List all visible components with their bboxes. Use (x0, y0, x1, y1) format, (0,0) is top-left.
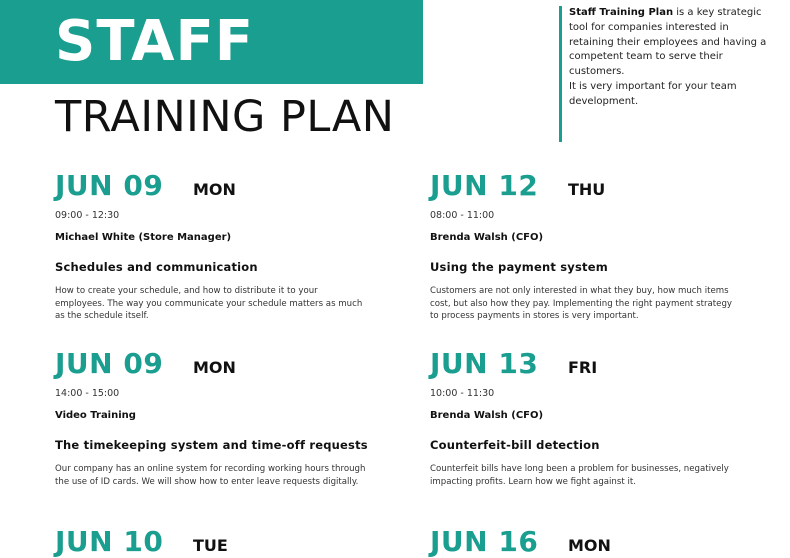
session-date-row (55, 347, 375, 384)
session-time: 09:00 - 12:30 (55, 210, 120, 221)
session-day: FRI (568, 358, 598, 377)
session-card (55, 525, 375, 558)
session-date-row (55, 169, 375, 206)
session-topic: Counterfeit-bill detection (430, 438, 600, 452)
session-description: Our company has an online system for recording working hours through the use of ID cards. We will show how to enter leave requests digitally. (55, 464, 366, 487)
session-date: JUN 13 (430, 347, 539, 380)
session-description: Customers are not only interested in what they buy, how much items cost, but also how they pay. Implementing the right payment strategy to process payments in stores is very important. (430, 286, 732, 322)
session-trainer: Brenda Walsh (CFO) (430, 232, 544, 243)
session-date: JUN 09 (55, 347, 164, 380)
session-card (430, 169, 750, 323)
session-date-row (55, 525, 375, 558)
intro-callout (559, 6, 769, 142)
session-card (55, 169, 375, 323)
intro-lead: Staff Training Plan (569, 7, 674, 18)
session-day: THU (568, 180, 606, 199)
session-time: 10:00 - 11:30 (430, 388, 495, 399)
session-date-row (430, 347, 750, 384)
session-date-row (430, 169, 750, 206)
session-date: JUN 16 (430, 525, 539, 558)
session-date: JUN 12 (430, 169, 539, 202)
session-topic: Using the payment system (430, 260, 608, 274)
session-description: Counterfeit bills have long been a problem for businesses, negatively impacting profits. Learn how we fight against it. (430, 464, 729, 487)
session-trainer: Video Training (55, 410, 136, 421)
intro-text: is a key strategic tool for companies interested in retaining their employees and having a competent team to serve their customers. (569, 7, 767, 78)
session-card (430, 525, 750, 558)
title-training-plan: TRAINING PLAN (55, 92, 395, 142)
session-day: TUE (193, 536, 228, 555)
session-trainer: Michael White (Store Manager) (55, 232, 232, 243)
session-description: How to create your schedule, and how to distribute it to your employees. The way you communicate your schedule matters as much as the schedule itself. (55, 286, 363, 322)
session-day: MON (193, 180, 236, 199)
session-day: MON (193, 358, 236, 377)
title-staff: STAFF (55, 9, 255, 74)
session-trainer: Brenda Walsh (CFO) (430, 410, 544, 421)
session-card (430, 347, 750, 488)
session-topic: Schedules and communication (55, 260, 258, 274)
session-time: 14:00 - 15:00 (55, 388, 120, 399)
session-date: JUN 09 (55, 169, 164, 202)
session-date: JUN 10 (55, 525, 164, 558)
session-date-row (430, 525, 750, 558)
intro-text-2: It is very important for your team development. (569, 80, 737, 107)
session-card (55, 347, 375, 488)
session-day: MON (568, 536, 611, 555)
session-time: 08:00 - 11:00 (430, 210, 495, 221)
session-topic: The timekeeping system and time-off requests (55, 438, 368, 452)
